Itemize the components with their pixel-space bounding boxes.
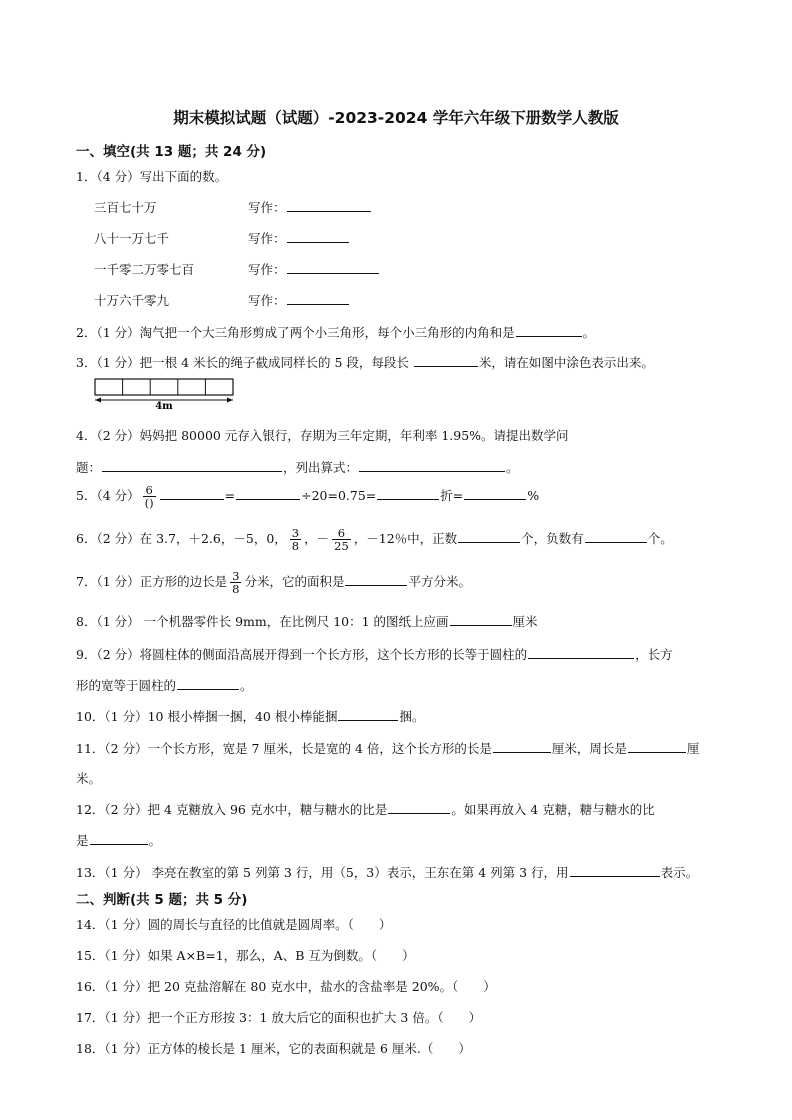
question-17: 17．（1 分）把一个正方形按 3：1 放大后它的面积也扩大 3 倍。（ ） [76, 1010, 482, 1025]
question-6: 6．（2 分）在 3.7，＋2.6，－5，0， $\frac{3}{8}$ ，－ $\frac{6}{25}$ ，－12％中，正数 个，负数有 个。 [76, 526, 673, 553]
question-2: 2．（1 分）淘气把一个大三角形剪成了两个小三角形，每个小三角形的内角和是 。 [76, 325, 596, 340]
answer-blank[interactable] [160, 488, 224, 500]
question-14: 14．（1 分）圆的周长与直径的比值就是圆周率。（ ） [76, 917, 392, 932]
page-title: 期末模拟试题（试题）-2023-2024 学年六年级下册数学人教版 [173, 109, 619, 127]
answer-blank[interactable] [414, 355, 478, 367]
answer-blank[interactable] [90, 833, 148, 845]
answer-blank[interactable] [388, 802, 450, 814]
question-4-line2: 题： ，列出算式： 。 [76, 460, 519, 475]
answer-blank[interactable] [287, 200, 371, 212]
question-13: 13．（1 分） 李亮在教室的第 5 列第 3 行，用（5，3）表示，王东在第 4 列第 3 行，用 表示。 [76, 865, 699, 880]
question-1-stem: 1．（4 分）写出下面的数。 [76, 169, 228, 184]
answer-blank[interactable] [287, 293, 349, 305]
answer-blank[interactable] [458, 531, 520, 543]
question-18: 18．（1 分）正方体的棱长是 1 厘米，它的表面积就是 6 厘米.（ ） [76, 1041, 471, 1056]
q1-item-text: 十万六千零九 [94, 293, 170, 308]
q1-write-label: 写作： [248, 231, 286, 246]
q1-write-label: 写作： [248, 262, 286, 277]
question-9-line1: 9．（2 分）将圆柱体的侧面沿高展开得到一个长方形，这个长方形的长等于圆柱的 ，长方 [76, 647, 673, 662]
question-4-line1: 4．（2 分）妈妈把 80000 元存入银行，存期为三年定期，年利率 1.95%。请提出数学问 [76, 428, 569, 443]
rope-length-label: 4m [155, 401, 173, 410]
answer-blank[interactable] [493, 741, 551, 753]
question-7: 7．（1 分）正方形的边长是 $\frac{3}{8}$ 分米，它的面积是 平方分米。 [76, 569, 471, 596]
q1-item-answer [248, 260, 380, 278]
answer-blank[interactable] [177, 678, 239, 690]
question-8: 8．（1 分） 一个机器零件长 9mm，在比例尺 10：1 的图纸上应画 厘米 [76, 614, 538, 629]
q1-write-label: 写作： [248, 200, 286, 215]
fraction: $\frac{3}{8}$ [291, 526, 300, 553]
answer-blank[interactable] [528, 647, 634, 659]
answer-blank[interactable] [516, 325, 582, 337]
fraction: $\frac{3}{8}$ [232, 569, 240, 596]
answer-blank[interactable] [628, 741, 686, 753]
answer-blank[interactable] [464, 488, 526, 500]
q1-item-answer [248, 229, 350, 247]
question-3: 3．（1 分）把一根 4 米长的绳子截成同样长的 5 段，每段长 米，请在如图中涂色表示出来。 [76, 355, 654, 370]
question-9-line2: 形的宽等于圆柱的 。 [76, 678, 253, 693]
question-12-line2: 是 。 [76, 833, 162, 848]
answer-blank[interactable] [236, 488, 300, 500]
question-5: 5．（4 分） $\frac{6}{()}$ = ÷20=0.75= 折= % [76, 483, 540, 510]
question-12-line1: 12．（2 分）把 4 克糖放入 96 克水中，糖与糖水的比是 。如果再放入 4 克糖，糖与糖水的比 [76, 802, 655, 817]
question-11-line1: 11．（2 分）一个长方形，宽是 7 厘米，长是宽的 4 倍，这个长方形的长是 厘米，周长是 厘 [76, 741, 700, 756]
fraction: $\frac{6}{25}$ [334, 526, 349, 553]
answer-blank[interactable] [287, 262, 379, 274]
answer-blank[interactable] [287, 231, 349, 243]
answer-blank[interactable] [570, 865, 660, 877]
question-15: 15．（1 分）如果 A×B=1，那么，A、B 互为倒数。（ ） [76, 948, 415, 963]
q1-item-text: 三百七十万 [94, 200, 157, 215]
fraction: $\frac{6}{()}$ [144, 483, 154, 510]
answer-blank[interactable] [585, 531, 647, 543]
answer-blank[interactable] [377, 488, 439, 500]
question-11-line2: 米。 [76, 771, 102, 786]
q1-item-text: 八十一万七千 [94, 231, 170, 246]
q1-write-label: 写作： [248, 293, 286, 308]
answer-blank[interactable] [345, 574, 407, 586]
q1-item-answer [248, 291, 350, 309]
q1-item-text: 一千零二万零七百 [94, 262, 195, 277]
rope-segment-diagram[interactable] [94, 378, 234, 410]
answer-blank[interactable] [450, 614, 512, 626]
question-16: 16．（1 分）把 20 克盐溶解在 80 克水中，盐水的含盐率是 20%。（ ） [76, 979, 496, 994]
question-10: 10．（1 分）10 根小棒捆一捆，40 根小棒能捆 捆。 [76, 709, 425, 724]
q1-item-answer [248, 198, 372, 216]
section-heading-fill-in: 一、填空(共 13 题；共 24 分) [76, 144, 267, 160]
answer-blank[interactable] [338, 709, 398, 721]
section-heading-true-false: 二、判断(共 5 题；共 5 分) [76, 892, 248, 908]
answer-blank[interactable] [102, 460, 282, 472]
answer-blank[interactable] [359, 460, 505, 472]
